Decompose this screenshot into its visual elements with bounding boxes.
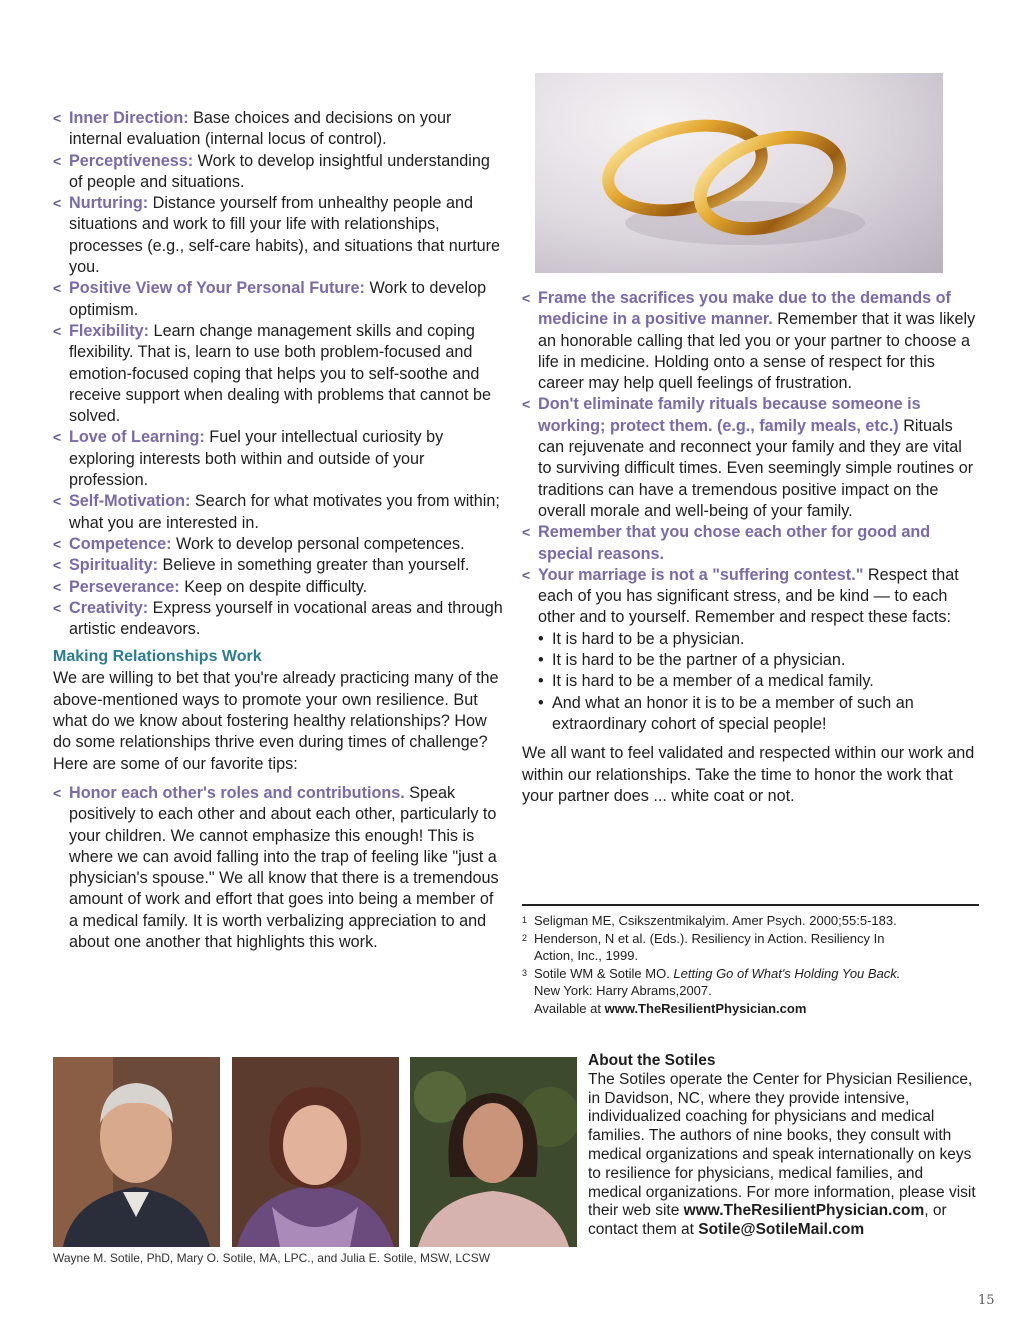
email-link[interactable]: Sotile@SotileMail.com [698, 1221, 865, 1239]
list-item: < Spirituality: Believe in something greater than yourself. [53, 555, 503, 576]
page-number: 15 [978, 1293, 995, 1308]
list-item: < Frame the sacrifices you make due to the demands of medicine in a positive manner. Remember that it was likely an honorable calling that led you or your partner to choose a life in medicine. Holding onto a sense of respect for this career may help quell feelings of frustration. [522, 288, 978, 394]
about-body: The Sotiles operate the Center for Physician Resilience, in Davidson, NC, where they provide intensive, individualized coaching for physicians and medical families. The authors of nine books, they consult with medical organizations and speak internationally on keys to resilience for physicians, medical families, and medical organizations. For more information, please visit their web site www.TheResilientPhysician.com, or contact them at Sotile@SotileMail.com [588, 1070, 976, 1239]
list-item: < Nurturing: Distance yourself from unhealthy people and situations and work to fill your life with relationships, processes (e.g., self-care habits), and situations that nurture you. [53, 193, 503, 278]
fact-item: • It is hard to be a member of a medical family. [538, 671, 978, 692]
list-item: < Remember that you chose each other for good and special reasons. [522, 522, 978, 565]
closing-paragraph: We all want to feel validated and respected within our work and within our relationships. Take the time to honor the work that your partner does ... white coat or not. [522, 744, 975, 805]
fact-item: • And what an honor it is to be a member of such an extraordinary cohort of special people! [538, 693, 978, 736]
footnote-link[interactable]: www.TheResilientPhysician.com [604, 1000, 807, 1016]
right-column [522, 288, 978, 807]
wedding-rings-photo [535, 73, 943, 273]
about-the-sotiles [588, 1052, 978, 1240]
list-item: < Love of Learning: Fuel your intellectual curiosity by exploring interests both within and outside of your profession. [53, 427, 503, 491]
footnotes: 1 Seligman ME, Csikszentmikalyim. Amer Psych. 2000;55:5-183. 2 Henderson, N et al. (Eds.). Resiliency in Action. Resiliency In Action, Inc., 1999. 3 Sotile WM & Sotile MO. Letting Go of What's Holding You Back. New York: Harry Abrams,2007. Available at www.TheResilientPhysician.com [522, 912, 978, 1017]
footnote-3: 3 Sotile WM & Sotile MO. Letting Go of What's Holding You Back. [522, 965, 901, 981]
list-item: < Competence: Work to develop personal competences. [53, 534, 503, 555]
section-intro: We are willing to bet that you're already practicing many of the above-mentioned ways to promote your own resilience. But what do we know about fostering healthy relationships? How do some relationships thrive even during times of challenge? Here are some of our favorite tips: [53, 669, 499, 773]
section-heading: Making Relationships Work [53, 648, 262, 666]
portrait-caption: Wayne M. Sotile, PhD, Mary O. Sotile, MA, LPC., and Julia E. Sotile, MSW, LCSW [53, 1251, 491, 1265]
relationship-tips-list [53, 783, 503, 953]
facts-list [522, 629, 978, 735]
list-item: < Your marriage is not a "suffering contest." Respect that each of you has significant stress, and be kind — to each other and to yourself. Remember and respect these facts: [522, 565, 978, 629]
rings-illustration [535, 73, 943, 273]
footnote-2: 2 Henderson, N et al. (Eds.). Resiliency in Action. Resiliency In [522, 930, 885, 946]
relationship-tips-list-continued [522, 288, 978, 629]
list-item: < Don't eliminate family rituals because someone is working; protect them. (e.g., family meals, etc.) Rituals can rejuvenate and reconnect your family and they are vital to surviving difficult times. Even seemingly simple routines or traditions can have a tremendous positive impact on the overall morale and well-being of your family. [522, 394, 978, 522]
list-item: < Self-Motivation: Search for what motivates you from within; what you are interested in. [53, 491, 503, 534]
portrait-julia [410, 1057, 577, 1247]
fact-item: • It is hard to be the partner of a physician. [538, 650, 978, 671]
list-item: < Positive View of Your Personal Future: Work to develop optimism. [53, 278, 503, 321]
portrait-wayne [53, 1057, 220, 1247]
footnote-divider [522, 904, 979, 906]
left-column [53, 108, 503, 953]
list-item: < Perseverance: Keep on despite difficulty. [53, 577, 503, 598]
footnote-1: 1 Seligman ME, Csikszentmikalyim. Amer Psych. 2000;55:5-183. [522, 913, 897, 928]
list-item: < Inner Direction: Base choices and decisions on your internal evaluation (internal locus of control). [53, 108, 503, 151]
list-item: < Honor each other's roles and contributions. Speak positively to each other and about each other, particularly to your children. We cannot emphasize this enough! This is where we can avoid falling into the trap of feeling like "just a physician's spouse." We all know that there is a tremendous amount of work and effort that goes into being a member of a medical family. It is worth verbalizing appreciation to and about one another that highlights this work. [53, 783, 503, 953]
about-title: About the Sotiles [588, 1052, 716, 1069]
website-link[interactable]: www.TheResilientPhysician.com [683, 1202, 925, 1220]
resilience-traits-list [53, 108, 503, 640]
list-item: < Flexibility: Learn change management skills and coping flexibility. That is, learn to use both problem-focused and emotion-focused coping that helps you to self-soothe and receive support when dealing with problems that cannot be solved. [53, 321, 503, 427]
list-item: < Creativity: Express yourself in vocational areas and through artistic endeavors. [53, 598, 503, 641]
portrait-mary [232, 1057, 399, 1247]
fact-item: • It is hard to be a physician. [538, 629, 978, 650]
list-item: < Perceptiveness: Work to develop insightful understanding of people and situations. [53, 151, 503, 194]
